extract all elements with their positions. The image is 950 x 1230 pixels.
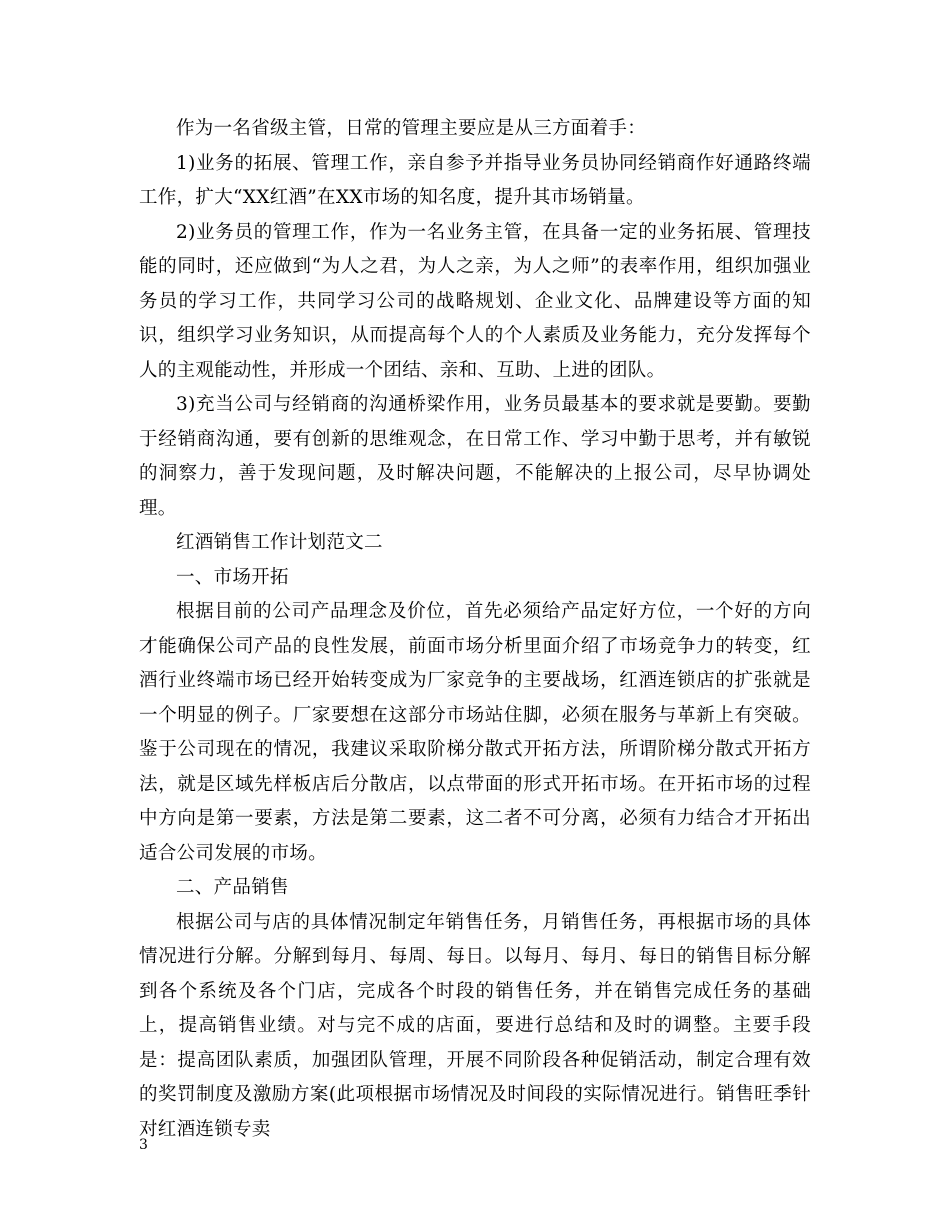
paragraph-product-sales: 根据公司与店的具体情况制定年销售任务，月销售任务，再根据市场的具体情况进行分解。分解到每月、每周、每日。以每月、每月、每日的销售目标分解到各个系统及各个门店，完成各个时段的销售任务，并在销售完成任务的基础上，提高销售业绩。对与完不成的店面，要进行总结和及时的调整。主要手段是：提高团队素质，加强团队管理，开展不同阶段各种促销活动，制定合理有效的奖罚制度及激励方案(此项根据市场情况及时间段的实际情况进行。销售旺季针对红酒连锁专卖 [139, 911, 811, 1140]
paragraph-point-2: 2)业务员的管理工作，作为一名业务主管，在具备一定的业务拓展、管理技能的同时，还应做到“为人之君，为人之亲，为人之师”的表率作用，组织加强业务员的学习工作，共同学习公司的战略规划、企业文化、品牌建设等方面的知识，组织学习业务知识，从而提高每个人的个人素质及业务能力，充分发挥每个人的主观能动性，并形成一个团结、亲和、互助、上进的团队。 [139, 221, 811, 381]
paragraph-point-3: 3)充当公司与经销商的沟通桥梁作用，业务员最基本的要求就是要勤。要勤于经销商沟通，要有创新的思维观念，在日常工作、学习中勤于思考，并有敏锐的洞察力，善于发现问题，及时解决问题，不能解决的上报公司，尽早协调处理。 [139, 394, 811, 519]
paragraph-market-development: 根据目前的公司产品理念及价位，首先必须给产品定好方位，一个好的方向才能确保公司产品的良性发展，前面市场分析里面介绍了市场竞争力的转变，红酒行业终端市场已经开始转变成为厂家竞争的主要战场，红酒连锁店的扩张就是一个明显的例子。厂家要想在这部分市场站住脚，必须在服务与革新上有突破。鉴于公司现在的情况，我建议采取阶梯分散式开拓方法，所谓阶梯分散式开拓方法，就是区域先样板店后分散店，以点带面的形式开拓市场。在开拓市场的过程中方向是第一要素，方法是第二要素，这二者不可分离，必须有力结合才开拓出适合公司发展的市场。 [139, 601, 811, 864]
heading-product-sales: 二、产品销售 [176, 877, 289, 898]
page-number: 3 [139, 1137, 148, 1153]
paragraph-point-1: 1)业务的拓展、管理工作，亲自参予并指导业务员协同经销商作好通路终端工作，扩大“XX红酒”在XX市场的知名度，提升其市场销量。 [139, 152, 811, 208]
heading-market-development: 一、市场开拓 [176, 566, 289, 588]
section-title: 红酒销售工作计划范文二 [176, 532, 383, 553]
document-body [139, 112, 811, 1147]
paragraph-intro: 作为一名省级主管，日常的管理主要应是从三方面着手： [176, 118, 647, 139]
